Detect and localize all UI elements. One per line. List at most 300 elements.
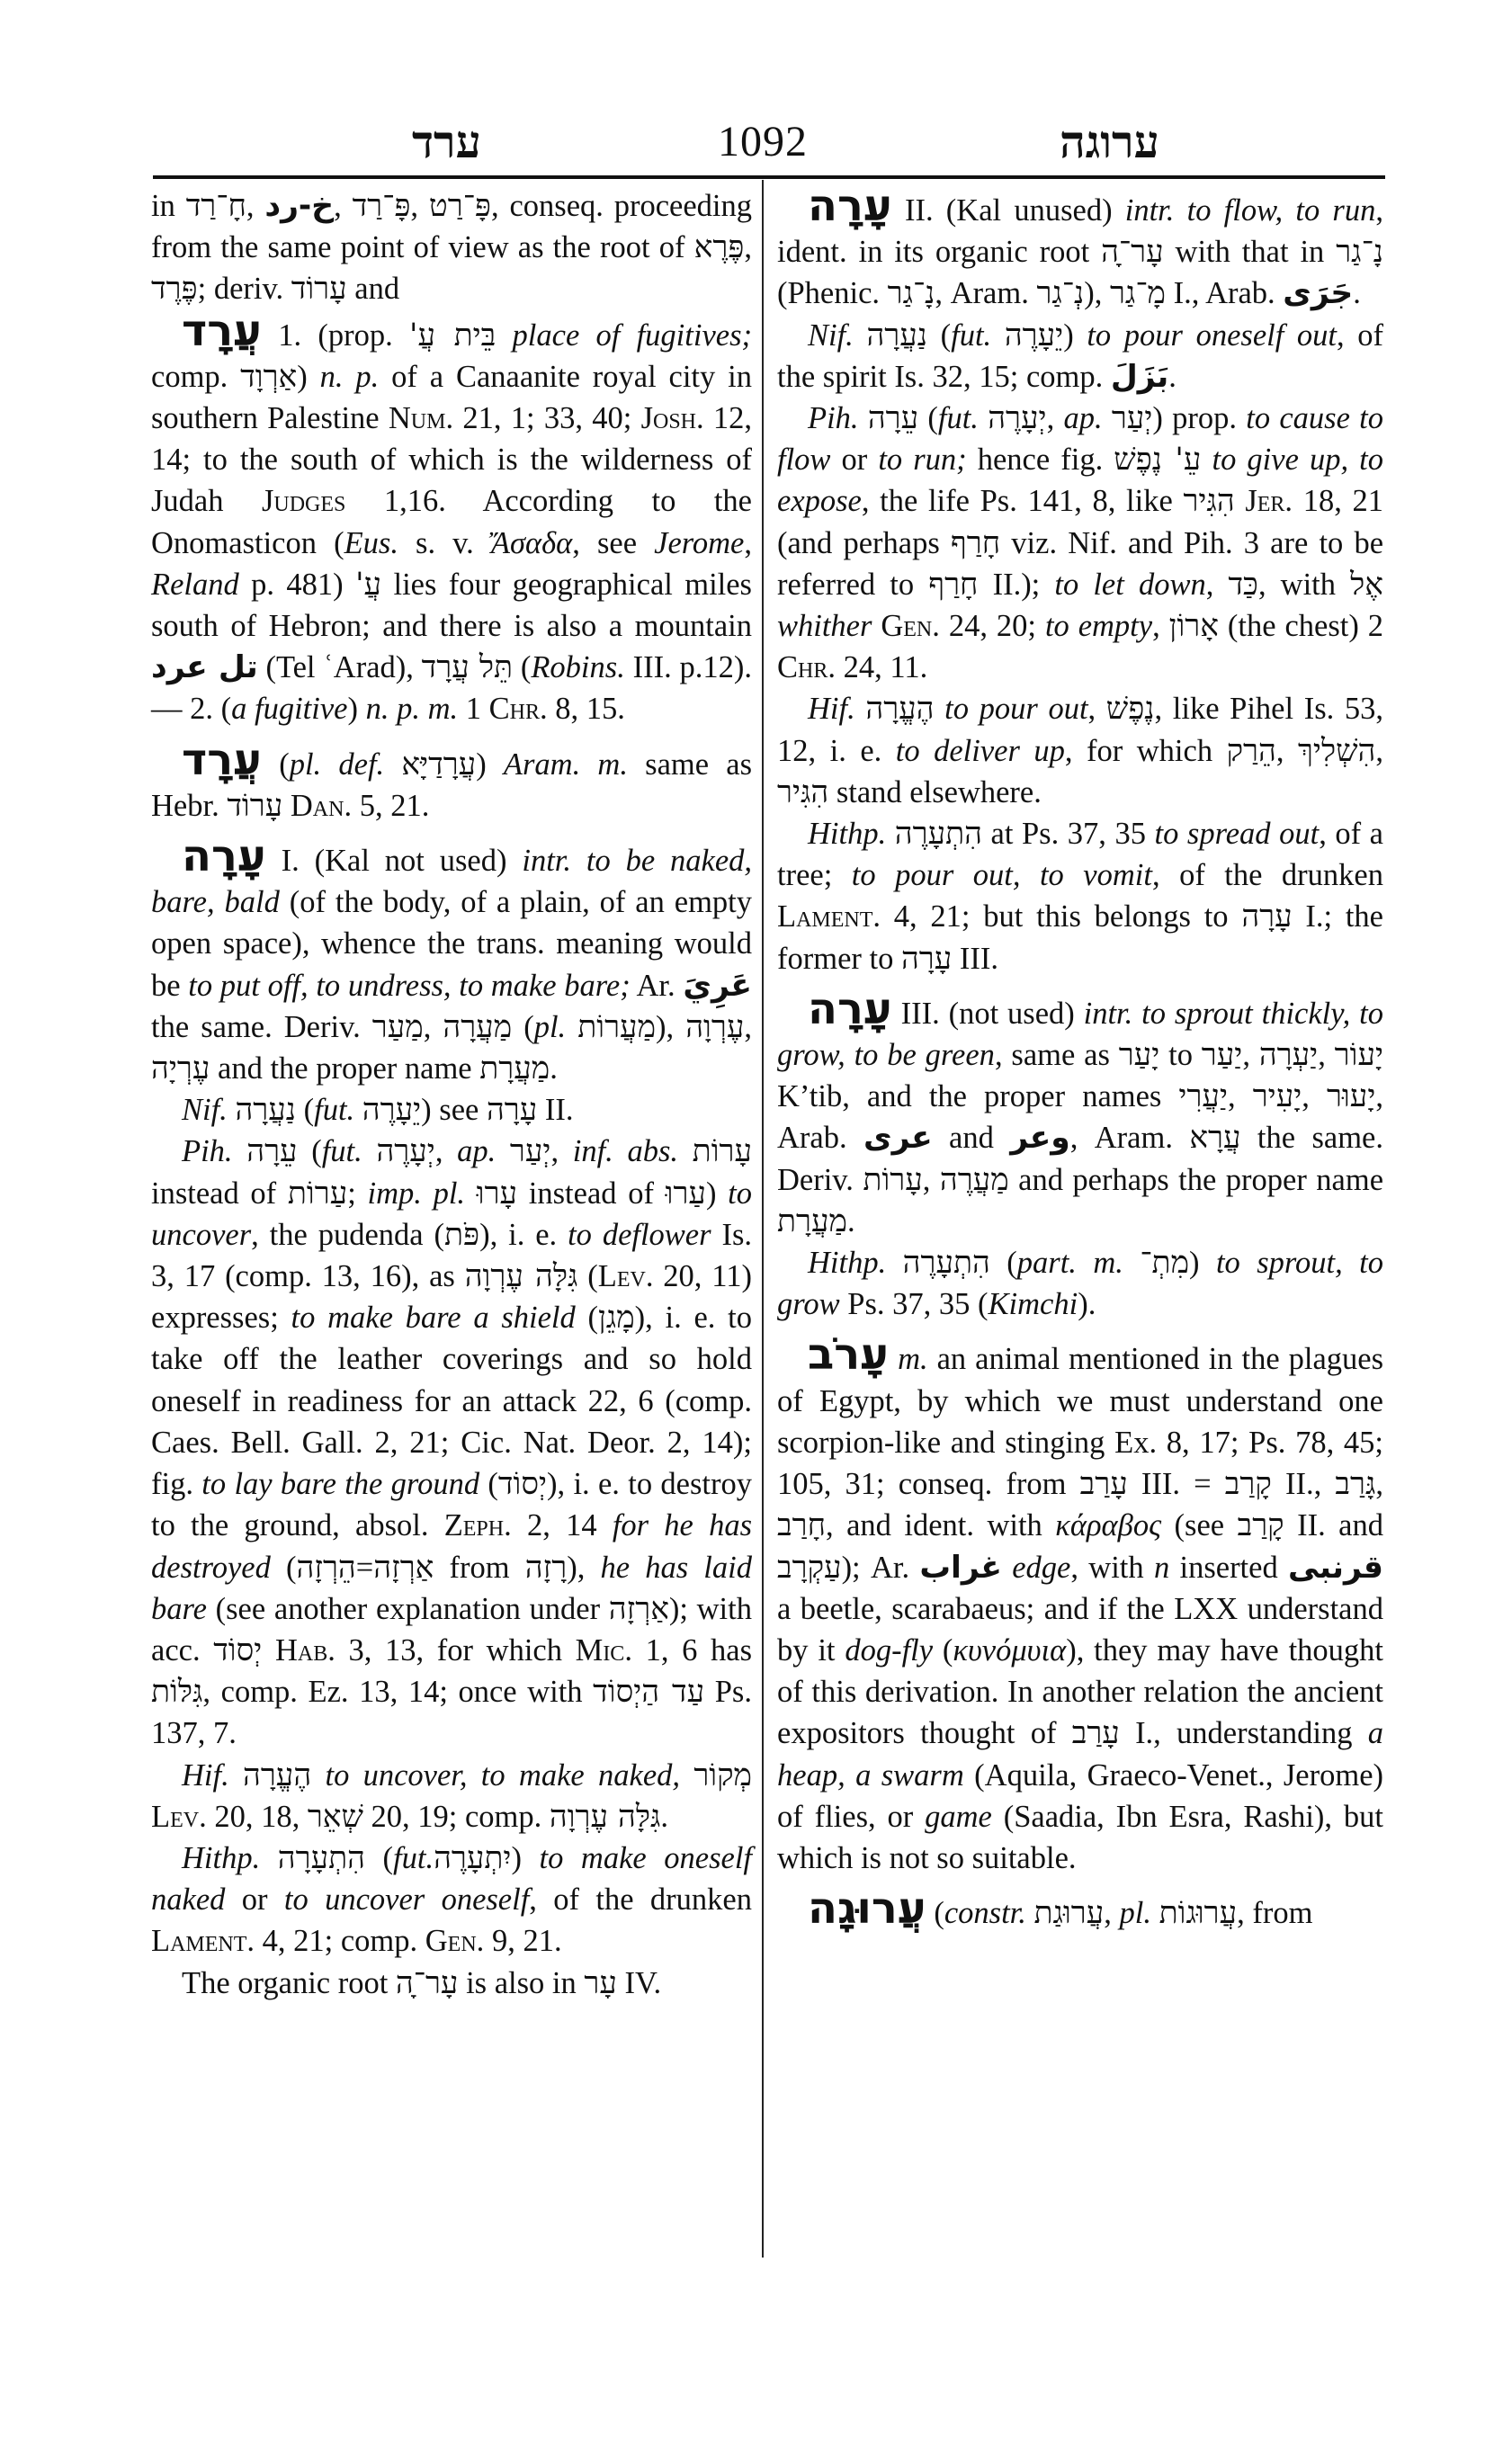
- text-run: (see: [1161, 1508, 1238, 1543]
- reference-abbrev: Josh.: [640, 401, 704, 436]
- text-run: from: [434, 1550, 525, 1585]
- italic-run: n: [1153, 1550, 1170, 1585]
- hebrew-word: פֹּת: [443, 1216, 480, 1253]
- text-run: 4, 21; but this belongs to: [881, 899, 1242, 934]
- italic-run: fut.: [937, 401, 979, 436]
- text-run: , same as: [994, 1038, 1119, 1073]
- italic-run: Nif.: [182, 1093, 228, 1128]
- text-run: [354, 1093, 362, 1127]
- hebrew-word: בֵּית עֲ': [409, 317, 497, 353]
- text-run: (: [926, 1896, 944, 1931]
- text-run: [384, 747, 401, 782]
- text-run: and: [932, 1121, 1011, 1156]
- hebrew-word: עָרוֹד: [291, 271, 347, 308]
- italic-run: for he has destroyed: [151, 1508, 753, 1585]
- italic-run: game: [925, 1799, 992, 1834]
- text-run: II.);: [978, 567, 1055, 602]
- hebrew-word: נַעֲרָה: [235, 1092, 296, 1129]
- hebrew-word: חָ־רַד: [185, 188, 246, 224]
- text-run: K’tib, and the proper names: [777, 1079, 1179, 1114]
- subentry-hif: [151, 1755, 752, 1838]
- hebrew-word: יֵעָרֶה: [1004, 317, 1064, 353]
- text-run: (: [262, 747, 290, 782]
- text-run: lies four geographical miles south of Hebron; and there is also a mountain: [151, 567, 752, 644]
- text-run: 24, 20;: [939, 609, 1045, 644]
- hebrew-word: עֲ': [355, 566, 382, 603]
- text-run: , for which: [1064, 733, 1227, 768]
- text-run: ,: [1046, 401, 1064, 436]
- text-run: (: [989, 1246, 1017, 1281]
- arabic-word: بَزَلَ: [1110, 358, 1169, 395]
- text-run: [1123, 1246, 1140, 1280]
- text-run: , of the drunken: [1151, 858, 1383, 893]
- hebrew-word: הֵרְזָה: [296, 1549, 356, 1586]
- text-run: (the chest) 2: [1218, 609, 1384, 644]
- header-rule: [153, 175, 1385, 179]
- hebrew-word: מַעֲרָת: [777, 1203, 847, 1239]
- text-run: [282, 789, 291, 823]
- text-run: of a Canaanite royal city in southern Palestine: [151, 359, 752, 436]
- text-run: =: [355, 1550, 374, 1585]
- text-run: [889, 1342, 898, 1376]
- text-run: [854, 318, 867, 353]
- hebrew-word: נְ־גַר: [1036, 275, 1085, 312]
- text-run: (: [927, 317, 952, 353]
- text-run: , with: [1257, 567, 1351, 602]
- text-run: I. (Kal not used): [265, 844, 523, 879]
- italic-run: κάραβος: [1055, 1508, 1162, 1543]
- italic-run: whither: [777, 609, 872, 644]
- page-number: 1092: [718, 118, 808, 165]
- italic-run: intr. to flow, to run: [1124, 193, 1376, 228]
- reference-abbrev: Hab.: [274, 1632, 336, 1668]
- text-run: ; deriv.: [197, 272, 291, 307]
- text-run: III. p.12). — 2. (: [151, 650, 752, 727]
- text-run: [260, 1841, 278, 1875]
- text-run: (: [512, 1009, 534, 1044]
- hebrew-word: חָרַב: [777, 1507, 826, 1544]
- hebrew-word: אַרְזָה: [373, 1549, 434, 1586]
- text-run: or: [830, 443, 879, 478]
- entry-arad-aramaic: [151, 734, 753, 827]
- arabic-word: تل عرد: [151, 649, 258, 686]
- text-run: ,: [922, 1162, 940, 1197]
- text-run: 21, 1; 33, 40;: [453, 401, 641, 436]
- text-run: (: [933, 1632, 953, 1668]
- text-run: 20, 11) expresses;: [151, 1259, 752, 1336]
- hebrew-word: עָרָה: [900, 940, 953, 977]
- hebrew-word: מָ־גַר: [1109, 275, 1166, 312]
- italic-run: to uncover: [151, 1176, 753, 1252]
- reference-abbrev: Lament.: [777, 899, 881, 934]
- text-run: ),: [567, 1550, 601, 1585]
- hebrew-word: הִשְׁלִיךְ: [1297, 732, 1376, 769]
- hebrew-word: עַקְרָב: [777, 1549, 842, 1586]
- text-run: p. 481): [238, 567, 356, 602]
- hebrew-word: שְׁאֵר: [307, 1798, 363, 1835]
- text-run: [1201, 443, 1212, 477]
- hebrew-word: עָרָה: [1241, 899, 1293, 935]
- text-run: ,: [1228, 1079, 1253, 1114]
- text-run: ).: [1078, 1287, 1096, 1322]
- text-run: to: [1159, 1038, 1202, 1073]
- italic-run: he has laid bare: [151, 1550, 752, 1626]
- text-run: ), i. e. to destroy to the ground, absol.: [151, 1467, 752, 1543]
- italic-run: to let down: [1054, 567, 1206, 602]
- italic-run: ap.: [1063, 401, 1103, 436]
- text-run: 9, 21.: [484, 1924, 562, 1959]
- entry-arah-1: [151, 831, 753, 1089]
- text-run: , of the spirit Is. 32, 15; comp.: [777, 317, 1384, 394]
- text-run: ); with acc.: [151, 1591, 752, 1668]
- text-run: [362, 1134, 377, 1168]
- text-run: same as Hebr.: [151, 747, 753, 823]
- text-run: the same. Deriv.: [151, 1009, 372, 1044]
- hebrew-word: פָּ־רַד: [352, 188, 411, 224]
- right-column: [777, 181, 1384, 1935]
- italic-run: intr. to be naked, bare, bald: [151, 844, 753, 920]
- italic-run: imp. pl.: [367, 1176, 466, 1211]
- text-run: s. v.: [398, 525, 491, 560]
- reference-abbrev: Gen.: [881, 609, 940, 644]
- hebrew-word: גִּלָּה עֶרְוָה: [549, 1798, 661, 1835]
- hebrew-word: פֶּרֶד: [151, 271, 198, 308]
- text-run: ,: [744, 1009, 752, 1044]
- hebrew-word: הֶעֱרָה: [243, 1757, 312, 1793]
- text-run: and perhaps the proper name: [1008, 1162, 1384, 1197]
- italic-run: to empty: [1044, 609, 1153, 644]
- hebrew-word: גִּלָּה עֶרְוָה: [464, 1258, 578, 1295]
- text-run: an animal mentioned in the plagues of Egypt, by which we must understand one scorpion-like and stinging Ex. 8, 17; Ps. 78, 45; 105, 31; conseq. from: [777, 1342, 1384, 1502]
- headword: עָרָה: [808, 181, 892, 231]
- text-run: and: [346, 272, 400, 307]
- entry-arugah: [777, 1883, 1383, 1935]
- headword: עָרֹב: [808, 1329, 890, 1381]
- text-run: 1,16. According to the Onomasticon (: [151, 484, 752, 560]
- italic-run: Hithp.: [182, 1840, 261, 1875]
- text-run: ,: [1275, 733, 1298, 768]
- text-run: hence fig.: [966, 443, 1114, 478]
- text-run: , the pudenda (: [251, 1217, 444, 1252]
- hebrew-word: עֲרָא: [1189, 1120, 1241, 1157]
- text-run: (of the body, of a plain, of an empty open space), whence the trans. meaning would be: [151, 885, 752, 1003]
- italic-run: Nif.: [808, 317, 854, 353]
- entry-arah-2: [777, 181, 1383, 315]
- reference-abbrev: Judges: [261, 484, 346, 519]
- text-run: (: [575, 1301, 599, 1336]
- hebrew-word: הִגִּיר: [1183, 483, 1235, 520]
- text-run: ), i. e.: [479, 1217, 568, 1252]
- italic-run: to deliver up: [895, 733, 1065, 768]
- italic-run: κυνόμυια: [953, 1632, 1067, 1668]
- text-run: (Tel ʿArad),: [257, 650, 422, 685]
- text-run: ,: [1205, 567, 1229, 602]
- subentry-hithp: [151, 1838, 752, 1963]
- italic-run: pl. def.: [289, 747, 385, 782]
- italic-run: to run;: [878, 443, 967, 478]
- italic-run: n. p. m.: [365, 692, 459, 727]
- subentry-pih: [777, 398, 1383, 688]
- text-run: [979, 401, 988, 435]
- reference-abbrev: Lev.: [597, 1259, 654, 1294]
- hebrew-word: מַעֲרָת: [479, 1051, 550, 1087]
- text-run: , see: [572, 525, 655, 560]
- italic-run: pl.: [1119, 1896, 1151, 1931]
- text-run: in: [151, 189, 186, 223]
- reference-abbrev: Mic.: [575, 1632, 632, 1668]
- hebrew-word: עֵרָה: [246, 1133, 298, 1170]
- text-run: [872, 609, 881, 643]
- hebrew-word: יְעָרֶה: [988, 400, 1047, 437]
- subentry-nif: [151, 1089, 752, 1131]
- italic-run: to cause to flow: [777, 401, 1384, 478]
- text-run: , Aram.: [1069, 1121, 1190, 1156]
- text-run: ,: [1318, 1038, 1335, 1073]
- headword: עֲרָד: [182, 305, 263, 356]
- text-run: ): [476, 747, 504, 782]
- hebrew-word: יְעַר: [509, 1133, 551, 1170]
- italic-run: to spread out: [1154, 817, 1320, 852]
- hebrew-word: חָרַף: [950, 524, 1001, 561]
- italic-run: intr. to sprout thickly, to grow, to be green: [777, 996, 1383, 1073]
- italic-run: Eus.: [344, 525, 398, 560]
- hebrew-word: פֶּרֶא: [693, 229, 745, 266]
- hebrew-word: עֲרוּגַת: [1033, 1895, 1105, 1932]
- text-run: .: [660, 1799, 668, 1834]
- hebrew-word: עַד הַיְסוֹד: [593, 1674, 705, 1711]
- hebrew-word: עָרַב: [1079, 1466, 1128, 1503]
- hebrew-word: נַעֲרָה: [866, 317, 927, 353]
- arabic-word: جَرَى: [1283, 275, 1354, 312]
- text-run: (: [479, 1467, 498, 1502]
- text-run: I., understanding: [1119, 1716, 1368, 1751]
- text-run: [465, 1176, 477, 1211]
- text-run: [1151, 1896, 1159, 1930]
- text-run: 8, 15.: [547, 692, 625, 727]
- text-run: 12, 14; to the south of which is the wilderness of Judah: [151, 401, 753, 519]
- text-run: .: [550, 1051, 558, 1086]
- italic-run: part. m.: [1016, 1246, 1123, 1281]
- hebrew-word: הֶעֱרָה: [865, 691, 935, 728]
- arabic-word: عَرِيَ: [683, 967, 752, 1004]
- text-run: and the proper name: [210, 1051, 480, 1086]
- text-run: The organic root: [182, 1965, 396, 2000]
- hebrew-word: רָזָה: [524, 1549, 568, 1586]
- text-run: ,: [1104, 1896, 1120, 1931]
- text-run: (: [270, 1550, 297, 1585]
- italic-run: Ἄσαδα: [490, 525, 573, 560]
- italic-run: ap.: [457, 1134, 497, 1169]
- italic-run: to put off, to undress, to make bare;: [188, 968, 631, 1003]
- left-running-headword: ערד: [412, 117, 481, 167]
- entry-arad: [151, 305, 753, 730]
- text-run: ,: [434, 1134, 458, 1169]
- text-run: comp.: [151, 359, 241, 394]
- hebrew-word: מְקוֹר: [693, 1757, 752, 1793]
- text-run: [680, 1758, 693, 1793]
- subentry-pih: [151, 1131, 752, 1754]
- text-run: , Aram.: [935, 276, 1037, 311]
- text-run: ,: [1375, 1467, 1383, 1502]
- subentry-hithp: [777, 1242, 1383, 1325]
- text-run: II. and: [1284, 1508, 1383, 1543]
- text-run: ,: [1087, 692, 1106, 727]
- text-run: ,: [550, 1134, 573, 1169]
- text-run: 24, 11.: [835, 650, 928, 685]
- hebrew-word: יֵעָרֶה: [362, 1092, 422, 1129]
- hebrew-word: תֵּל עֲרָד: [421, 649, 514, 686]
- text-run: ,: [423, 1009, 443, 1044]
- hebrew-word: מַעֲרֶה: [939, 1161, 1009, 1198]
- italic-run: pl.: [533, 1009, 567, 1044]
- text-run: .: [1353, 276, 1361, 311]
- italic-run: to uncover oneself: [283, 1882, 530, 1918]
- text-run: Ps. 37, 35 (: [839, 1287, 989, 1322]
- hebrew-word: מַעֲרוֹת: [577, 1008, 657, 1045]
- text-run: [566, 1010, 577, 1044]
- italic-run: Aram. m.: [503, 747, 628, 782]
- italic-run: fut.: [951, 317, 992, 353]
- text-run: ,: [744, 525, 752, 560]
- text-run: ,: [334, 189, 353, 223]
- hebrew-word: קָרַב: [1224, 1466, 1272, 1503]
- italic-run: Hif.: [808, 692, 855, 727]
- hebrew-word: מַעַר: [371, 1008, 424, 1045]
- reference-abbrev: Gen.: [425, 1924, 485, 1959]
- text-run: III. (not used): [891, 996, 1084, 1031]
- italic-run: Hithp.: [808, 1246, 887, 1281]
- italic-run: to pour oneself out: [1087, 317, 1338, 353]
- text-run: stand elsewhere.: [828, 774, 1042, 809]
- hebrew-word: נֶפֶשׁ: [1105, 691, 1155, 728]
- text-run: ), i. e. to take off the leather coverings and so hold oneself in readiness for an attack 22, 6 (comp. Caes. Bell. Gall. 2, 21; Cic. Nat. Deor. 2, 14); fig.: [151, 1301, 752, 1502]
- italic-run: a heap, a swarm: [777, 1716, 1384, 1793]
- hebrew-word: חָרַף: [928, 566, 979, 603]
- italic-run: edge: [1012, 1550, 1071, 1585]
- note-organic-root: [151, 1963, 752, 2004]
- hebrew-word: יְסוֹד: [213, 1632, 263, 1668]
- italic-run: n. p.: [319, 359, 380, 394]
- hebrew-word: עָרַב: [1071, 1715, 1120, 1752]
- text-run: (: [364, 1840, 394, 1875]
- text-run: [1235, 484, 1246, 518]
- text-run: 2, 14: [511, 1508, 613, 1543]
- text-run: ,: [744, 230, 752, 265]
- text-run: [496, 1134, 510, 1168]
- text-run: II.: [537, 1093, 574, 1128]
- text-run: [233, 1134, 247, 1168]
- text-run: 18, 21 (and perhaps: [777, 484, 1383, 560]
- entry-arov: [777, 1329, 1384, 1879]
- text-run: , conseq. proceeding from the same point of view as the root of: [151, 189, 753, 265]
- text-run: ,: [1242, 1038, 1259, 1073]
- hebrew-word: גָּרַב: [1335, 1466, 1376, 1503]
- hebrew-word: הִגִּיר: [777, 773, 829, 810]
- text-run: (: [297, 1134, 322, 1169]
- subentry-nif: [777, 315, 1383, 398]
- italic-run: a fugitive: [231, 692, 348, 727]
- text-run: (Aquila, Graeco-Venet., Jerome) of flies, or: [777, 1757, 1383, 1834]
- reference-abbrev: Num.: [388, 401, 454, 436]
- text-run: [859, 401, 868, 435]
- hebrew-word: יָעוֹר: [1334, 1037, 1384, 1074]
- reference-abbrev: Chr.: [488, 692, 548, 727]
- reference-abbrev: Dan.: [290, 788, 353, 823]
- text-run: 4, 21; comp.: [255, 1924, 425, 1959]
- hebrew-word: מִתְ־: [1140, 1245, 1190, 1282]
- text-run: ) prop.: [1152, 401, 1247, 436]
- hebrew-word: עֵ' נֶפֶשׁ: [1114, 442, 1202, 478]
- italic-run: to make oneself naked: [151, 1840, 752, 1918]
- hebrew-word: עֵרָה: [867, 400, 919, 437]
- hebrew-word: עָרוּ: [476, 1175, 518, 1212]
- hebrew-word: יִתְעָרֶה: [434, 1839, 512, 1876]
- italic-run: constr.: [944, 1896, 1026, 1931]
- italic-run: inf. abs.: [572, 1134, 678, 1169]
- italic-run: place of fugitives;: [496, 317, 752, 353]
- text-run: 20, 19; comp.: [362, 1799, 550, 1834]
- hebrew-word: אַרְזָה: [608, 1590, 669, 1627]
- column-divider: [762, 180, 764, 2258]
- italic-run: to make bare a shield: [291, 1301, 576, 1336]
- hebrew-word: יַעַר: [1201, 1037, 1243, 1074]
- text-run: viz. Nif. and Pih. 3 are to be referred to: [777, 525, 1384, 602]
- hebrew-word: עֶרְיָה: [151, 1051, 210, 1087]
- reference-abbrev: Lev.: [151, 1799, 207, 1834]
- text-run: , the life Ps. 141, 8, like: [861, 484, 1184, 519]
- text-run: ): [1063, 317, 1087, 353]
- text-run: I.; the former to: [777, 899, 1383, 976]
- hebrew-word: אַרְוָד: [240, 358, 298, 395]
- arabic-word: قرنبى: [1288, 1549, 1384, 1586]
- italic-run: Pih.: [182, 1134, 233, 1169]
- text-run: (see another explanation under: [206, 1591, 609, 1626]
- text-run: [1026, 1896, 1034, 1930]
- hebrew-word: פָּ־רַט: [428, 188, 491, 224]
- hebrew-word: קָרַב: [1237, 1507, 1284, 1544]
- italic-run: Kimchi: [988, 1287, 1078, 1322]
- text-run: ): [297, 359, 320, 394]
- reference-abbrev: Chr.: [777, 650, 836, 685]
- text-run: ),: [656, 1009, 686, 1044]
- hebrew-word: אָרוֹן: [1168, 608, 1219, 645]
- italic-run: fut.: [321, 1134, 362, 1169]
- italic-run: m.: [898, 1342, 928, 1377]
- text-run: III. =: [1127, 1467, 1225, 1502]
- text-run: 1: [458, 692, 489, 727]
- italic-run: Reland: [151, 567, 239, 602]
- arabic-word: خ-رد: [264, 188, 335, 224]
- hebrew-word: הִתְעָרֶה: [894, 816, 982, 853]
- text-run: I., Arab.: [1165, 276, 1284, 311]
- hebrew-word: עָרוֹד: [227, 787, 283, 824]
- hebrew-word: הִתְעָרָה: [277, 1839, 365, 1876]
- hebrew-word: גִּלּוֹת: [151, 1674, 203, 1711]
- hebrew-word: יָעוּר: [1327, 1078, 1376, 1115]
- hebrew-word: יָעַר: [1118, 1037, 1160, 1074]
- text-run: ,: [410, 189, 429, 223]
- text-run: , like Pihel Is. 53, 12, i. e.: [777, 692, 1384, 768]
- hebrew-word: עָר: [584, 1964, 617, 2001]
- text-run: (Saadia, Ibn Esra, Rashi), but which is not so suitable.: [777, 1799, 1383, 1875]
- text-run: ); Ar.: [841, 1550, 920, 1585]
- italic-run: dog-fly: [845, 1632, 934, 1668]
- hebrew-word: עֲרָדַיָּא: [401, 746, 477, 782]
- text-run: or: [225, 1882, 284, 1918]
- hebrew-word: יָעִיר: [1252, 1078, 1302, 1115]
- text-run: Ar.: [630, 968, 684, 1003]
- text-run: at Ps. 37, 35: [981, 817, 1155, 852]
